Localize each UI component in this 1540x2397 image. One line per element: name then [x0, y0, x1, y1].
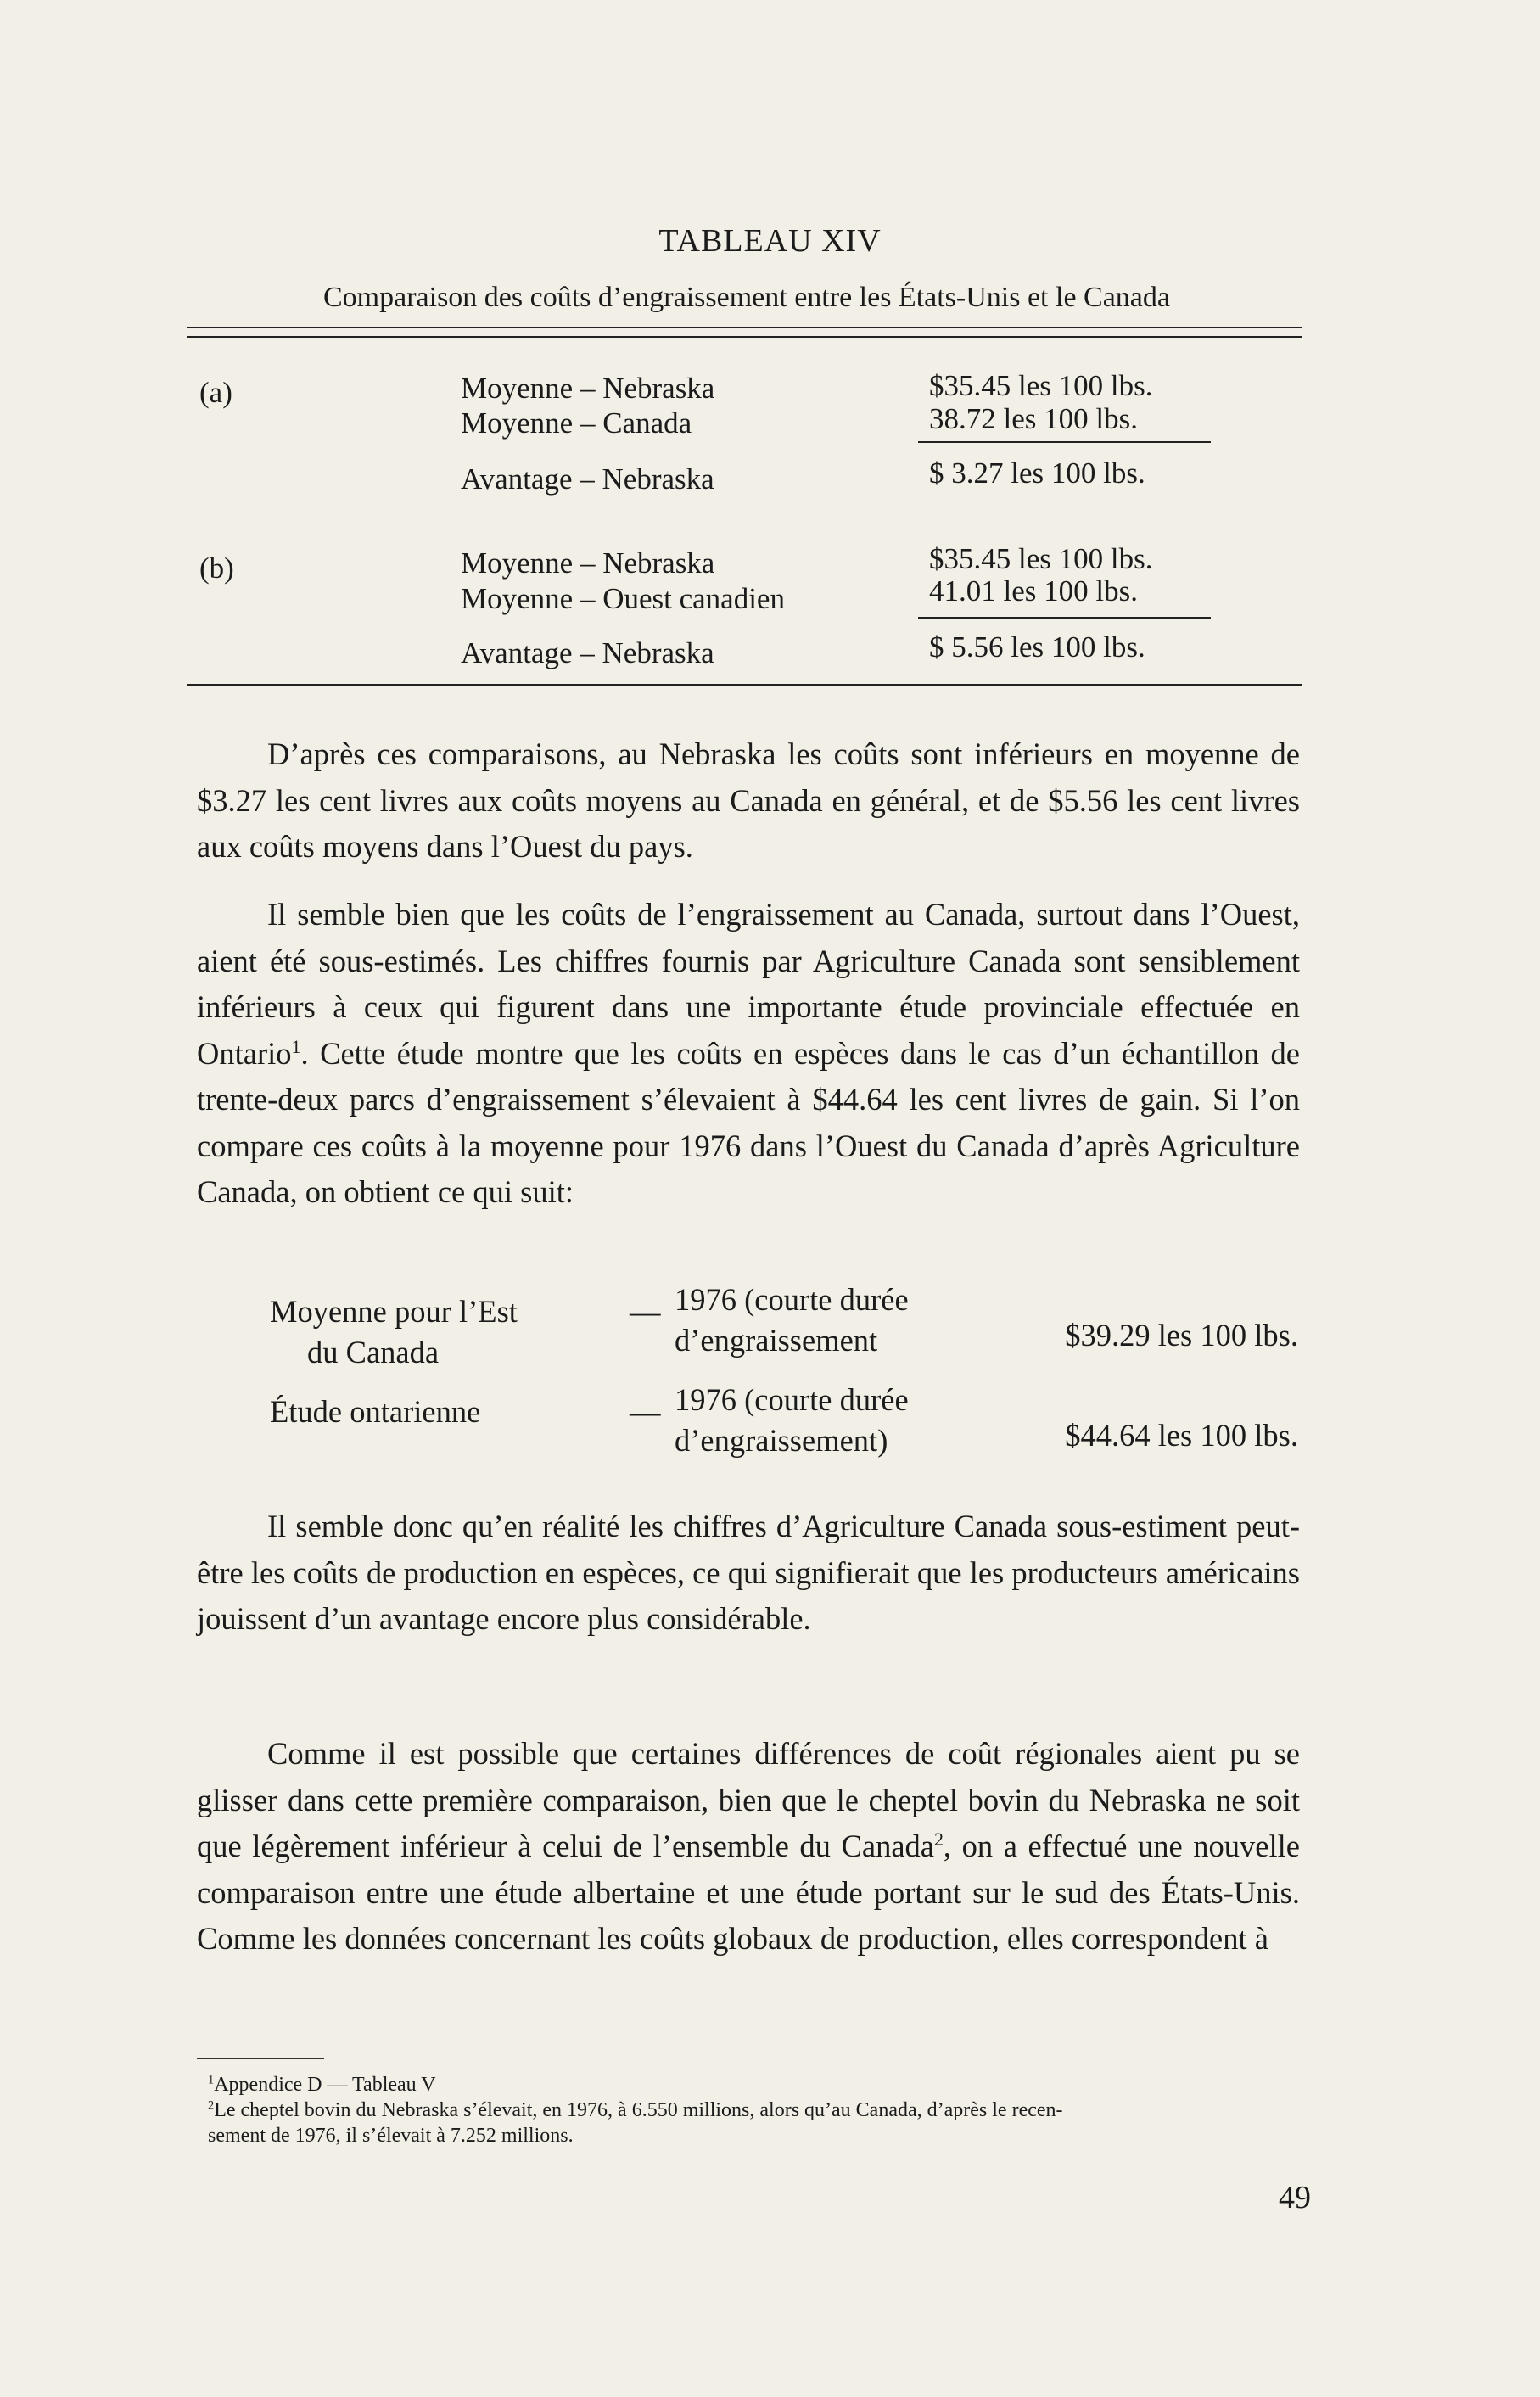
footnotes	[208, 2072, 1311, 2148]
section-a-letter: (a)	[199, 376, 232, 409]
comparison-dash: —	[630, 1294, 661, 1329]
table-row-value: $ 3.27 les 100 lbs.	[929, 456, 1145, 490]
paragraph-1	[197, 731, 1300, 871]
comparison-detail-line: d’engraissement	[675, 1323, 878, 1358]
footnote-ref: 2	[933, 1828, 944, 1850]
comparison-label-line: du Canada	[307, 1335, 440, 1369]
paragraph-text	[197, 892, 1300, 1216]
table-title: TABLEAU XIV	[658, 223, 882, 259]
footnote-text: Le cheptel bovin du Nebraska s’élevait, en 1976, à 6.550 millions, alors qu’au Canada, d’après le recen-	[214, 2099, 1063, 2121]
footnote-text: Appendice D — Tableau V	[214, 2074, 436, 2096]
section-b-letter: (b)	[199, 552, 234, 585]
sum-rule-b	[918, 617, 1211, 619]
comparison-row-2-label: Étude ontarienne	[270, 1394, 481, 1429]
table-bottom-rule	[187, 684, 1302, 686]
table-row-value: 38.72 les 100 lbs.	[929, 402, 1138, 435]
footnote-1	[208, 2072, 1311, 2097]
footnote-mark: 1	[208, 2073, 215, 2087]
paragraph-text-part: Comme il est possible que certaines différences de coût régionales aient pu se glisser dans cette première comparaison, bien que le cheptel bovin du Nebraska ne soit que légèrement inférieur à celui de l’ensemble du Canada	[197, 1736, 1300, 1863]
paragraph-text-part: Il semble bien que les coûts de l’engraissement au Canada, surtout dans l’Ouest, aient été sous-estimés. Les chiffres fournis par Agriculture Canada sont sensiblement inférieurs à ceux qui figurent dans une importante étude provinciale effectuée en Ontario	[197, 897, 1300, 1071]
paragraph-text-part: . Cette étude montre que les coûts en espèces dans le cas d’un échantillon de trente-deux parcs d’engraissement s’élevaient à $44.64 les cent livres de gain. Si l’on compare ces coûts à la moyenne pour 1976 dans l’Ouest du Canada d’après Agriculture Canada, on obtient ce qui suit:	[197, 1035, 1300, 1209]
comparison-detail-line: d’engraissement)	[675, 1423, 888, 1458]
table-top-rule-second	[187, 336, 1302, 338]
footnote-rule	[197, 2058, 324, 2059]
footnote-mark: 2	[208, 2098, 215, 2113]
table-row-label: Avantage – Nebraska	[461, 462, 714, 496]
comparison-dash: —	[630, 1394, 661, 1429]
comparison-row-1-value: $39.29 les 100 lbs.	[1065, 1318, 1298, 1353]
table-row-label: Moyenne – Nebraska	[461, 372, 715, 405]
table-row-label: Avantage – Nebraska	[461, 636, 714, 669]
footnote-2	[208, 2097, 1311, 2123]
table-row-value: $35.45 les 100 lbs.	[929, 369, 1153, 402]
comparison-detail-line: 1976 (courte durée	[675, 1282, 909, 1317]
paragraph-text-part: , on a effectué une nouvelle comparaison entre une étude albertaine et une étude portant sur le sud des États-Unis. Comme les données concernant les coûts globaux de production, elles correspondent à	[197, 1829, 1300, 1956]
paragraph-2	[197, 892, 1300, 1216]
comparison-row-2-value: $44.64 les 100 lbs.	[1065, 1418, 1298, 1453]
table-row-label: Moyenne – Ouest canadien	[461, 582, 785, 615]
page-number: 49	[1279, 2180, 1311, 2215]
table-row-label: Moyenne – Canada	[461, 406, 692, 440]
paragraph-3	[197, 1504, 1300, 1643]
footnote-ref: 1	[291, 1035, 301, 1057]
comparison-row-1-label	[270, 1291, 518, 1373]
paragraph-4	[197, 1731, 1300, 1963]
paragraph-text: D’après ces comparaisons, au Nebraska les coûts sont inférieurs en moyenne de $3.27 les cent livres aux coûts moyens au Canada en général, et de $5.56 les cent livres aux coûts moyens dans l’Ouest du pays.	[197, 736, 1300, 864]
comparison-detail-line: 1976 (courte durée	[675, 1382, 909, 1417]
table-top-rule	[187, 327, 1302, 328]
sum-rule-a	[918, 441, 1211, 443]
table-row-value: $ 5.56 les 100 lbs.	[929, 630, 1145, 664]
paragraph-text: Il semble donc qu’en réalité les chiffres d’Agriculture Canada sous-estiment peut-être les coûts de production en espèces, ce qui signifierait que les producteurs américains jouissent d’un avantage encore plus considérable.	[197, 1509, 1300, 1636]
footnote-2-continuation: sement de 1976, il s’élevait à 7.252 millions.	[208, 2125, 574, 2147]
comparison-row-1-detail	[675, 1280, 909, 1361]
table-row-label: Moyenne – Nebraska	[461, 546, 715, 580]
comparison-row-2-detail	[675, 1380, 909, 1461]
table-row-value: 41.01 les 100 lbs.	[929, 574, 1138, 608]
paragraph-text	[197, 1731, 1300, 1963]
comparison-label-line: Moyenne pour l’Est	[270, 1294, 518, 1329]
table-row-value: $35.45 les 100 lbs.	[929, 542, 1153, 575]
table-subtitle: Comparaison des coûts d’engraissement entre les États-Unis et le Canada	[323, 282, 1170, 313]
